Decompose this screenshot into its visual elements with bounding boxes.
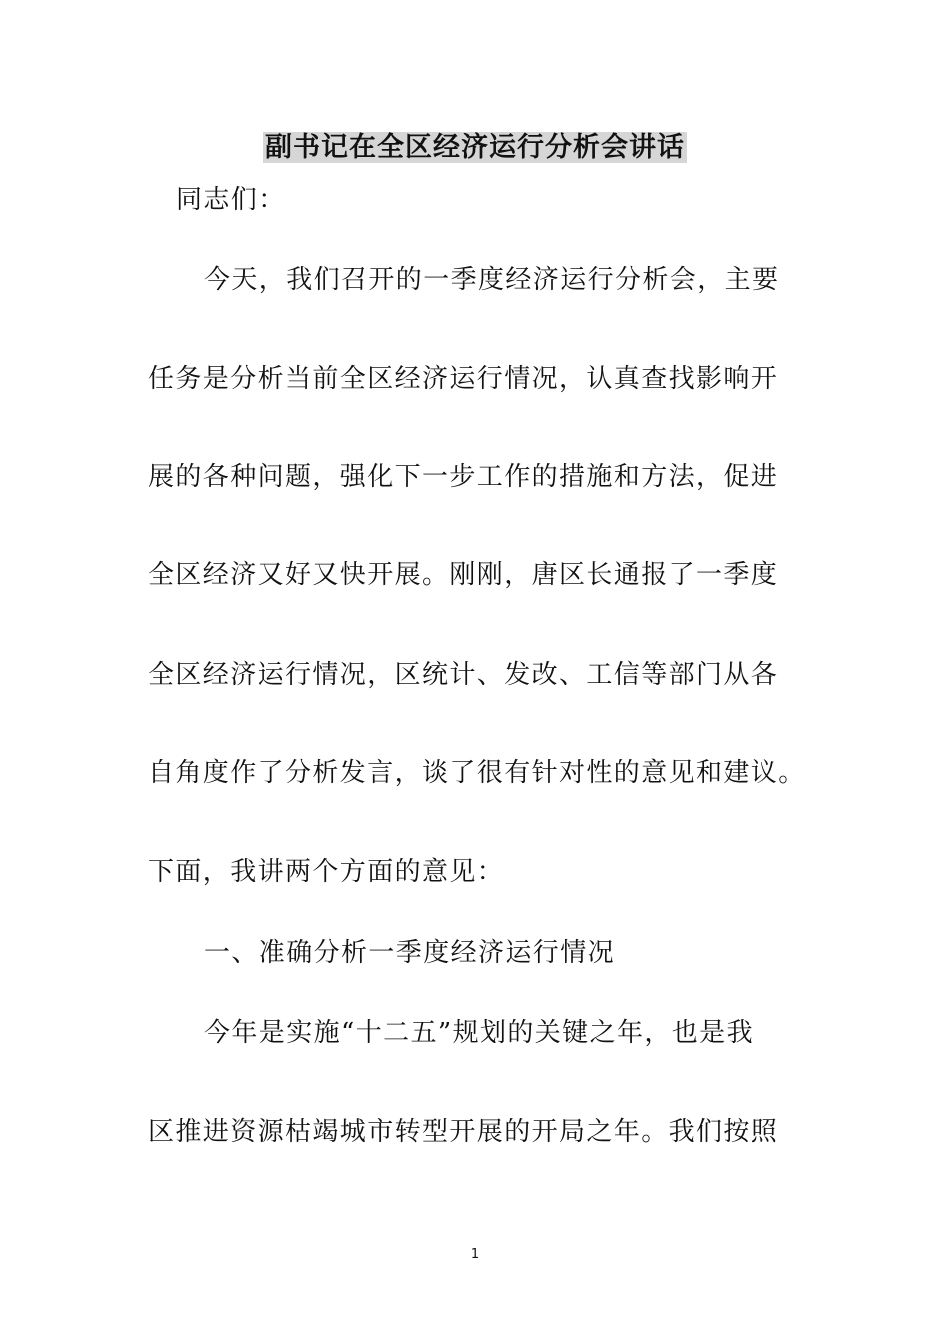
- document-title: [0, 128, 950, 168]
- paragraph-line: 展的各种问题，强化下一步工作的措施和方法，促进: [148, 462, 779, 492]
- paragraph-line: 下面，我讲两个方面的意见：: [148, 857, 505, 887]
- paragraph-line: 自角度作了分析发言，谈了很有针对性的意见和建议。: [148, 758, 806, 788]
- paragraph-line: 今年是实施“十二五”规划的关键之年，也是我: [204, 1018, 754, 1048]
- section-heading: 一、准确分析一季度经济运行情况: [204, 938, 616, 968]
- greeting-line: 同志们：: [176, 185, 286, 215]
- paragraph-line: 今天，我们召开的一季度经济运行分析会，主要: [204, 265, 780, 295]
- paragraph-line: 全区经济运行情况，区统计、发改、工信等部门从各: [148, 660, 779, 690]
- document-title-text: 副书记在全区经济运行分析会讲话: [265, 132, 685, 163]
- page-number: 1: [470, 1247, 480, 1262]
- paragraph-line: 区推进资源枯竭城市转型开展的开局之年。我们按照: [148, 1117, 779, 1147]
- paragraph-line: 任务是分析当前全区经济运行情况，认真查找影响开: [148, 364, 779, 394]
- paragraph-line: 全区经济又好又快开展。刚刚，唐区长通报了一季度: [148, 560, 779, 590]
